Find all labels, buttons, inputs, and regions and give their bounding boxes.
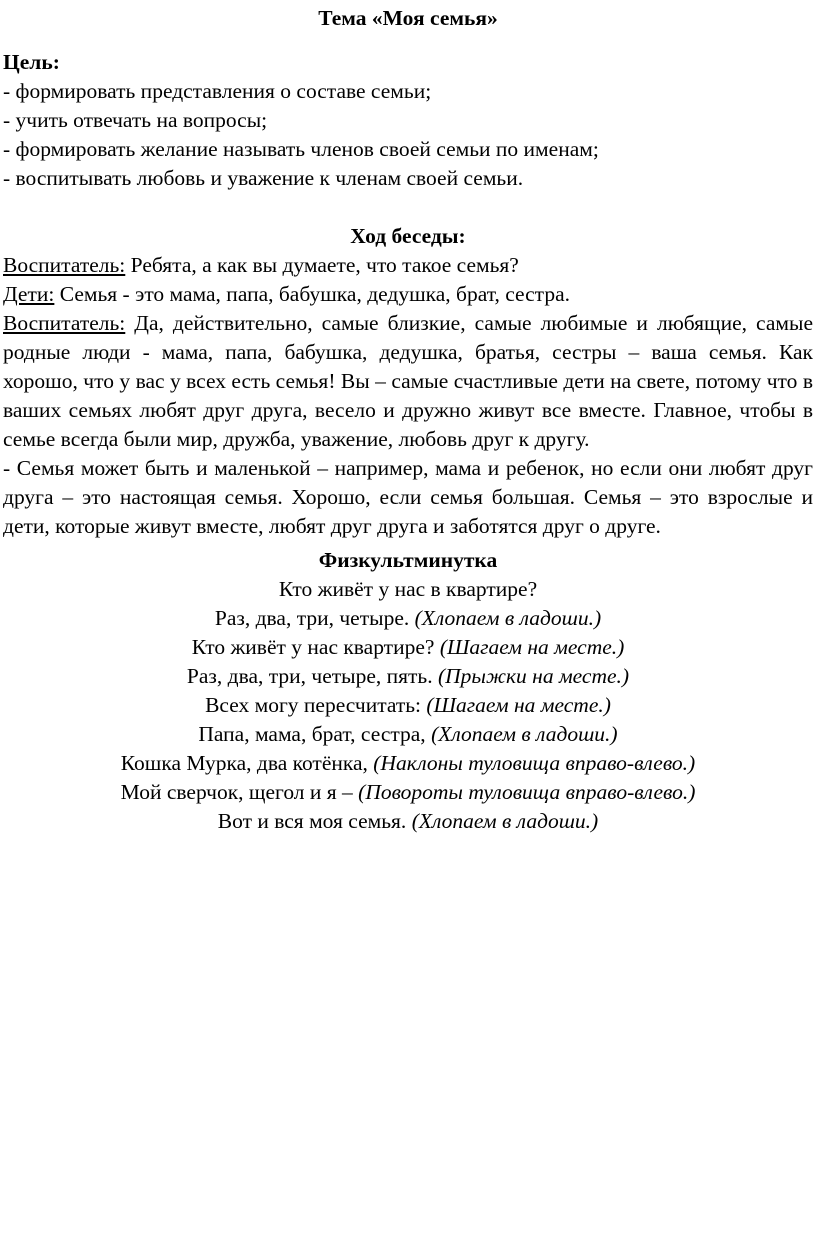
spacer	[3, 193, 813, 222]
dialogue-line	[3, 280, 813, 309]
dialogue-text: Ребята, а как вы думаете, что такое семья?	[125, 253, 519, 277]
poem-note: (Прыжки на месте.)	[437, 664, 630, 688]
poem-note: (Шагаем на месте.)	[439, 635, 625, 659]
goal-item: - формировать желание называть членов своей семьи по именам;	[3, 137, 599, 161]
poem-note: (Хлопаем в ладоши.)	[411, 809, 599, 833]
poem-line	[3, 662, 813, 691]
poem-line	[3, 604, 813, 633]
poem-text: Кошка Мурка, два котёнка,	[120, 751, 374, 775]
poem-line	[3, 778, 813, 807]
closing-paragraph: - Семья может быть и маленькой – например, мама и ребенок, но если они любят друг друга – это настоящая семья. Хорошо, если семья большая. Семья – это взрослые и дети, которые живут вместе, любят друг друга и заботятся друг о друге.	[3, 456, 813, 538]
poem-line	[3, 633, 813, 662]
poem-note: (Повороты туловища вправо-влево.)	[358, 780, 696, 804]
poem-note: (Хлопаем в ладоши.)	[431, 722, 618, 746]
dialogue-text: Да, действительно, самые близкие, самые любимые и любящие, самые родные люди - мама, папа, бабушка, дедушка, братья, сестры – ваша семья. Как хорошо, что у вас у всех есть семья! Вы – самые счастливые дети на свете, потому что в ваших семьях любят друг друга, весело и дружно живут все вместе. Главное, чтобы в семье всегда были мир, дружба, уважение, любовь друг к другу.	[3, 311, 813, 451]
conversation-heading: Ход беседы:	[350, 224, 466, 248]
page-title: Тема «Моя семья»	[318, 6, 498, 30]
poem-text: Кто живёт у нас квартире?	[191, 635, 440, 659]
poem-text: Папа, мама, брат, сестра,	[198, 722, 432, 746]
speaker-label: Воспитатель:	[3, 311, 126, 335]
poem-line	[3, 691, 813, 720]
poem-line	[3, 749, 813, 778]
poem-line	[3, 807, 813, 836]
poem-text: Раз, два, три, четыре, пять.	[186, 664, 438, 688]
poem-note: (Шагаем на месте.)	[426, 693, 611, 717]
poem-text: Кто живёт у нас в квартире?	[278, 577, 538, 601]
speaker-label: Воспитатель:	[3, 253, 126, 277]
goal-heading: Цель:	[3, 50, 60, 74]
dialogue-line	[3, 251, 813, 280]
poem-text: Мой сверчок, щегол и я –	[120, 780, 359, 804]
poem-text: Раз, два, три, четыре.	[214, 606, 415, 630]
poem-text: Вот и вся моя семья.	[217, 809, 412, 833]
poem-text: Всех могу пересчитать:	[205, 693, 427, 717]
dialogue-text: Семья - это мама, папа, бабушка, дедушка, брат, сестра.	[54, 282, 571, 306]
poem-note: (Наклоны туловища вправо-влево.)	[373, 751, 696, 775]
goal-item: - учить отвечать на вопросы;	[3, 108, 268, 132]
poem-note: (Хлопаем в ладоши.)	[414, 606, 602, 630]
poem-line	[3, 575, 813, 604]
goal-item: - воспитывать любовь и уважение к членам своей семьи.	[3, 166, 524, 190]
dialogue-line	[3, 309, 813, 454]
speaker-label: Дети:	[3, 282, 55, 306]
fizminutka-heading: Физкультминутка	[318, 548, 498, 572]
goal-item: - формировать представления о составе семьи;	[3, 79, 432, 103]
poem-line	[3, 720, 813, 749]
document-page	[3, 4, 813, 836]
